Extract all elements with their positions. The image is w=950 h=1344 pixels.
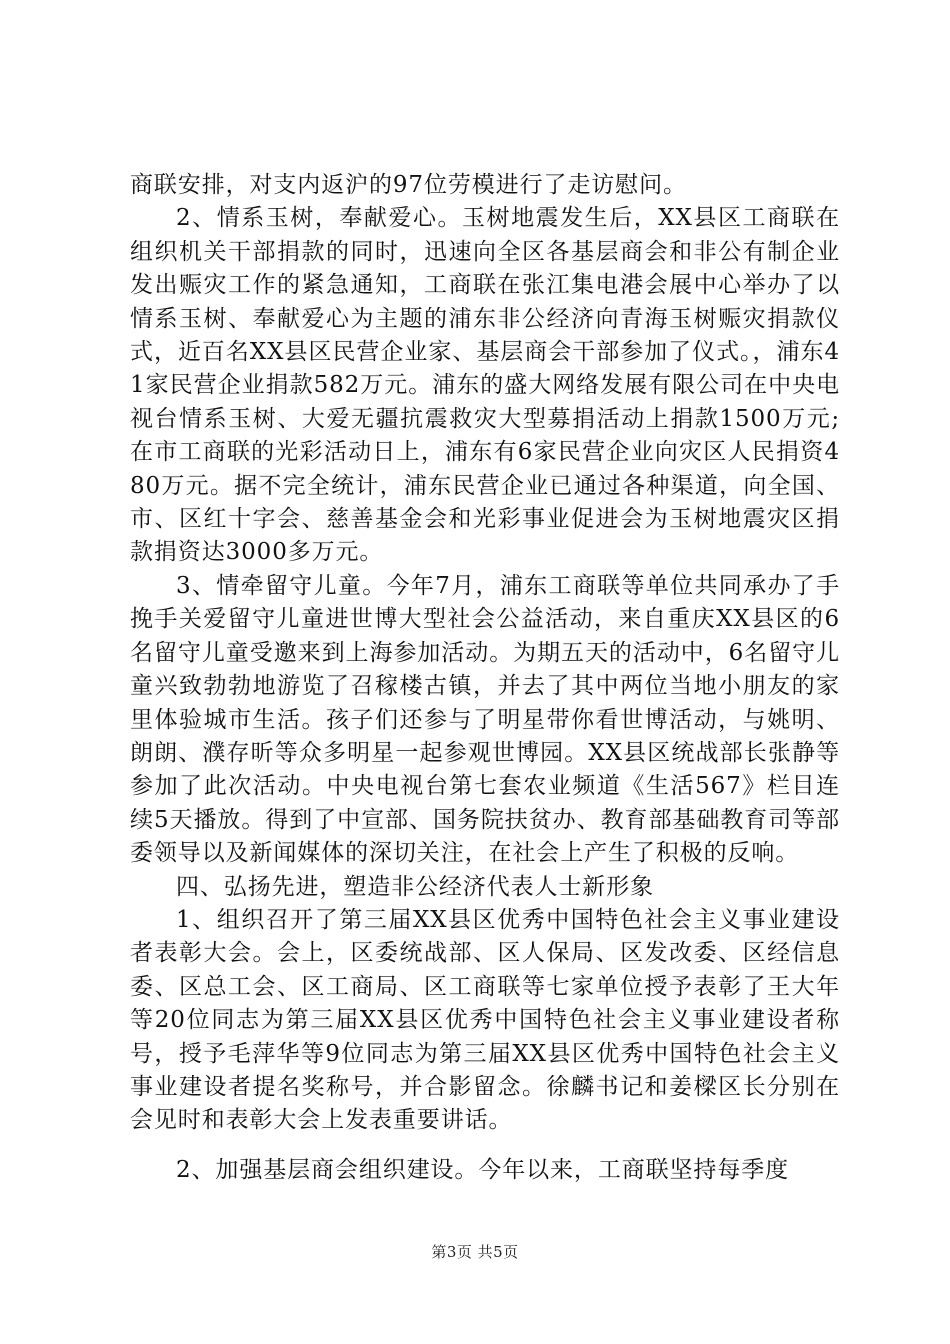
paragraph-chamber-organization: 2、加强基层商会组织建设。今年以来，工商联坚持每季度 xyxy=(176,1156,790,1183)
section-heading-four: 四、弘扬先进，塑造非公经济代表人士新形象 xyxy=(176,873,654,900)
paragraph-commendation-conference: 1、组织召开了第三届XX县区优秀中国特色社会主义事业建设者表彰大会。会上，区委统战部、区人保局、区发改委、区经信息委、区总工会、区工商局、区工商联等七家单位授予表彰了王大年等20位同志为第三届XX县区优秀中国特色社会主义事业建设者称号，授予毛萍华等9位同志为第三届XX县区优秀中国特色社会主义事业建设者提名奖称号，并合影留念。徐麟书记和姜樑区长分别在会见时和表彰大会上发表重要讲话。 xyxy=(130,906,840,1134)
document-body xyxy=(130,169,840,1187)
paragraph-left-behind-children: 3、情牵留守儿童。今年7月，浦东工商联等单位共同承办了手挽手关爱留守儿童进世博大型社会公益活动，来自重庆XX县区的6名留守儿童受邀来到上海参加活动。为期五天的活动中，6名留守儿童兴致勃勃地游览了召稼楼古镇，并去了其中两位当地小朋友的家里体验城市生活。孩子们还参与了明星带你看世博活动，与姚明、朗朗、濮存昕等众多明星一起参观世博园。XX县区统战部长张静等参加了此次活动。中央电视台第七套农业频道《生活567》栏目连续5天播放。得到了中宣部、国务院扶贫办、教育部基础教育司等部委领导以及新闻媒体的深切关注，在社会上产生了积极的反响。 xyxy=(130,572,840,867)
paragraph-yushu-relief: 2、情系玉树，奉献爱心。玉树地震发生后，XX县区工商联在组织机关干部捐款的同时，迅速向全区各基层商会和非公有制企业发出赈灾工作的紧急通知，工商联在张江集电港会展中心举办了以情系玉树、奉献爱心为主题的浦东非公经济向青海玉树赈灾捐款仪式，近百名XX县区民营企业家、基层商会干部参加了仪式。，浦东41家民营企业捐款582万元。浦东的盛大网络发展有限公司在中央电视台情系玉树、大爱无疆抗震救灾大型募捐活动上捐款1500万元;在市工商联的光彩活动日上，浦东有6家民营企业向灾区人民捐资480万元。据不完全统计，浦东民营企业已通过各种渠道，向全国、市、区红十字会、慈善基金会和光彩事业促进会为玉树地震灾区捐款捐资达3000多万元。 xyxy=(130,205,840,566)
page-number-footer: 第3页 共5页 xyxy=(431,1243,519,1261)
paragraph-continuation: 商联安排，对支内返沪的97位劳模进行了走访慰问。 xyxy=(130,172,687,198)
